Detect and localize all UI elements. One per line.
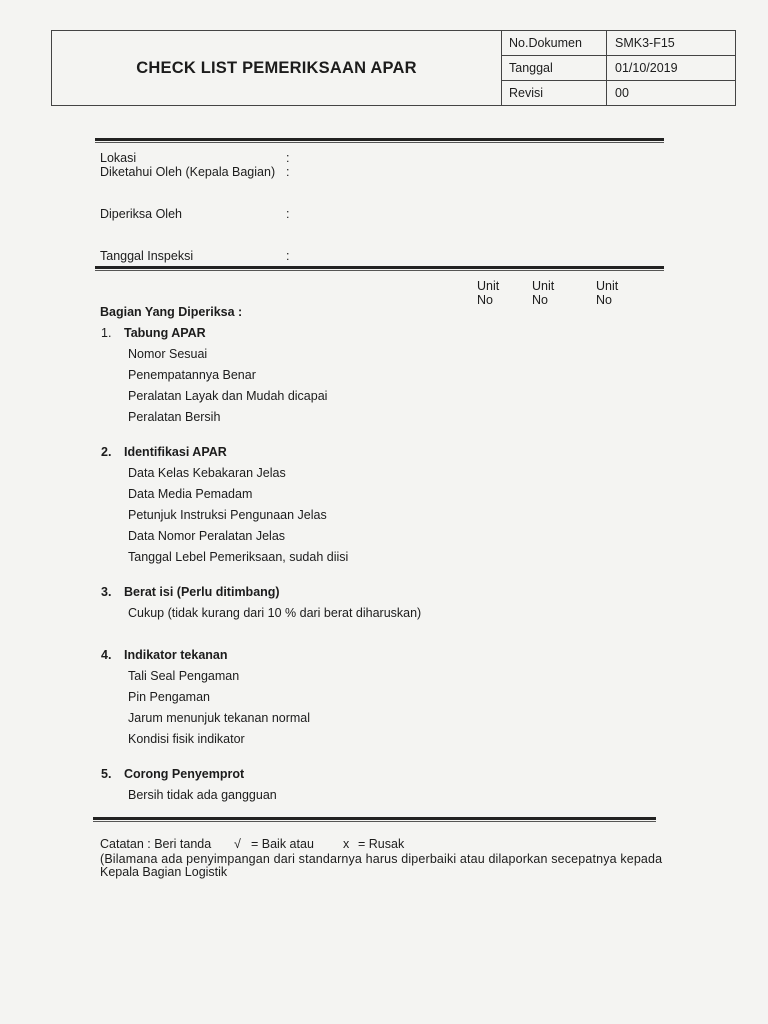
meta-key: Tanggal — [502, 56, 607, 80]
section-title: Identifikasi APAR — [124, 445, 227, 459]
unit-column-line1: Unit — [532, 279, 555, 293]
diperiksa-colon: : — [286, 207, 290, 221]
section-title: Indikator tekanan — [124, 648, 228, 662]
check-item: Tanggal Lebel Pemeriksaan, sudah diisi — [128, 550, 349, 564]
section-number: 1. — [101, 326, 112, 340]
section-number: 5. — [101, 767, 112, 781]
section-title: Tabung APAR — [124, 326, 206, 340]
section-title: Berat isi (Perlu ditimbang) — [124, 585, 280, 599]
section-number: 4. — [101, 648, 112, 662]
section-title: Corong Penyemprot — [124, 767, 245, 781]
tanggal-inspeksi-colon: : — [286, 249, 290, 263]
unit-column-line2: No — [477, 293, 493, 307]
check-item: Jarum menunjuk tekanan normal — [128, 711, 311, 725]
divider-rule — [95, 266, 664, 271]
divider-rule — [95, 138, 664, 143]
diketahui-label: Diketahui Oleh (Kepala Bagian) — [100, 165, 276, 179]
bagian-heading: Bagian Yang Diperiksa : — [100, 305, 243, 319]
catatan-note-line: (Bilamana ada penyimpangan dari standarnya harus diperbaiki atau dilaporkan secepatnya kepada — [100, 852, 663, 866]
catatan-rusak: = Rusak — [358, 837, 405, 851]
unit-column-line2: No — [532, 293, 548, 307]
divider-rule — [93, 817, 656, 822]
diperiksa-label: Diperiksa Oleh — [100, 207, 182, 221]
meta-key: Revisi — [502, 81, 607, 105]
catatan-prefix: Catatan : Beri tanda — [100, 837, 212, 851]
check-item: Cukup (tidak kurang dari 10 % dari berat diharuskan) — [128, 606, 422, 620]
lokasi-colon: : — [286, 151, 290, 165]
lokasi-label: Lokasi — [100, 151, 137, 165]
meta-row-revisi — [502, 81, 735, 105]
meta-value: SMK3-F15 — [615, 36, 675, 50]
catatan-baik: = Baik atau — [251, 837, 314, 851]
catatan-note-line: Kepala Bagian Logistik — [100, 865, 228, 879]
unit-column-3 — [596, 279, 636, 307]
unit-column-line1: Unit — [477, 279, 500, 293]
check-item: Penempatannya Benar — [128, 368, 256, 382]
check-item: Petunjuk Instruksi Pengunaan Jelas — [128, 508, 327, 522]
meta-value: 00 — [615, 86, 629, 100]
check-item: Data Nomor Peralatan Jelas — [128, 529, 286, 543]
unit-column-1 — [477, 279, 517, 307]
x-mark-symbol: x — [343, 837, 350, 851]
meta-row-no-dokumen — [502, 31, 735, 56]
check-item: Kondisi fisik indikator — [128, 732, 245, 746]
section-number: 2. — [101, 445, 112, 459]
tanggal-inspeksi-label: Tanggal Inspeksi — [100, 249, 194, 263]
document-meta-table — [502, 31, 735, 105]
unit-column-2 — [532, 279, 572, 307]
check-item: Peralatan Bersih — [128, 410, 221, 424]
meta-row-tanggal — [502, 56, 735, 81]
check-item: Pin Pengaman — [128, 690, 211, 704]
diketahui-colon: : — [286, 165, 290, 179]
check-item: Nomor Sesuai — [128, 347, 208, 361]
unit-column-line2: No — [596, 293, 612, 307]
check-item: Bersih tidak ada gangguan — [128, 788, 277, 802]
meta-key: No.Dokumen — [502, 31, 607, 55]
check-item: Data Media Pemadam — [128, 487, 253, 501]
document-title: CHECK LIST PEMERIKSAAN APAR — [52, 31, 502, 105]
check-mark-symbol: √ — [234, 837, 241, 851]
document-header — [51, 30, 736, 106]
unit-column-line1: Unit — [596, 279, 619, 293]
check-item: Data Kelas Kebakaran Jelas — [128, 466, 286, 480]
section-number: 3. — [101, 585, 112, 599]
meta-value: 01/10/2019 — [615, 61, 678, 75]
check-item: Tali Seal Pengaman — [128, 669, 240, 683]
check-item: Peralatan Layak dan Mudah dicapai — [128, 389, 328, 403]
